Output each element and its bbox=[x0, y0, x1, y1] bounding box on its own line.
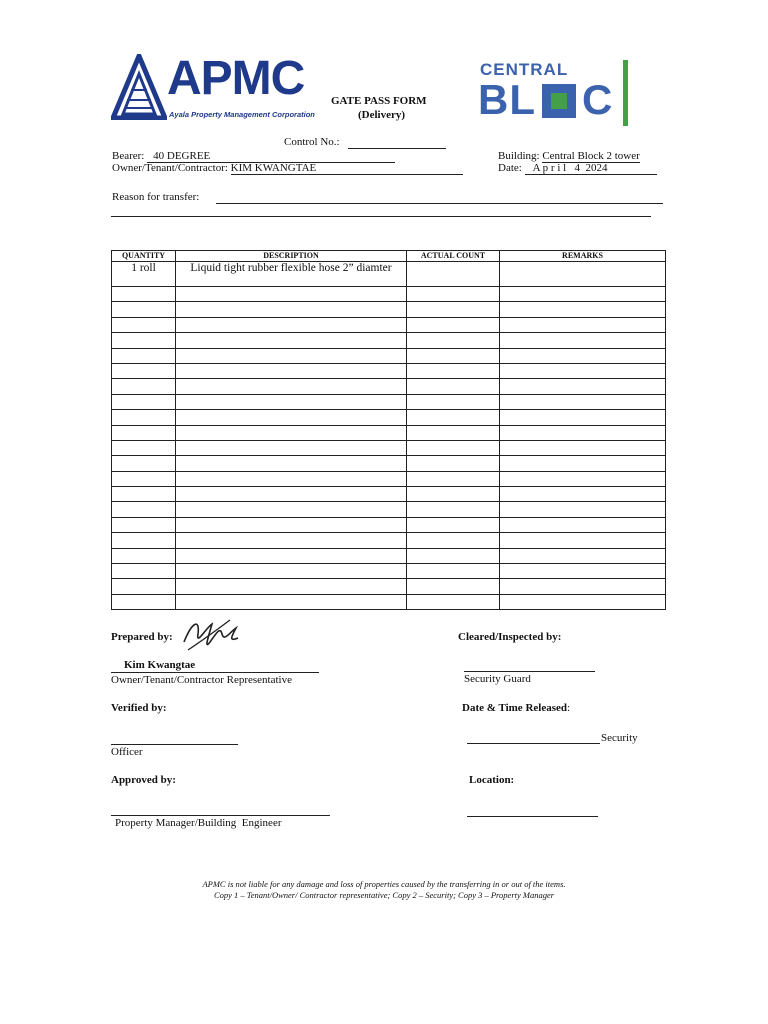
cell-remarks[interactable] bbox=[500, 262, 666, 287]
cell-actual-count[interactable] bbox=[407, 302, 500, 317]
cell-quantity[interactable] bbox=[112, 410, 176, 425]
apmc-triangle-icon bbox=[111, 54, 167, 120]
table-row bbox=[112, 363, 666, 378]
central-bloc-bar-icon bbox=[623, 60, 628, 126]
table-row bbox=[112, 533, 666, 548]
cell-description[interactable] bbox=[176, 317, 407, 332]
header-quantity: QUANTITY bbox=[112, 251, 176, 262]
cell-quantity[interactable] bbox=[112, 502, 176, 517]
table-row bbox=[112, 394, 666, 409]
table-row bbox=[112, 317, 666, 332]
cell-quantity[interactable] bbox=[112, 579, 176, 594]
datetime-signature-line[interactable] bbox=[467, 743, 600, 744]
apmc-logo bbox=[111, 52, 315, 122]
cell-description[interactable] bbox=[176, 533, 407, 548]
reason-field-line2[interactable] bbox=[111, 216, 651, 217]
table-row bbox=[112, 440, 666, 455]
signature-image bbox=[178, 612, 244, 656]
cell-description[interactable] bbox=[176, 302, 407, 317]
table-row bbox=[112, 594, 666, 609]
cell-actual-count[interactable] bbox=[407, 594, 500, 609]
prepared-name: Kim Kwangtae bbox=[124, 659, 196, 671]
cell-remarks[interactable] bbox=[500, 302, 666, 317]
central-bloc-bl: BL bbox=[478, 76, 536, 123]
cell-description[interactable] bbox=[176, 287, 407, 302]
table-row bbox=[112, 287, 666, 302]
cell-quantity[interactable] bbox=[112, 440, 176, 455]
cell-remarks[interactable] bbox=[500, 379, 666, 394]
owner-row bbox=[112, 162, 463, 175]
cell-description[interactable] bbox=[176, 363, 407, 378]
control-no-label: Control No.: bbox=[284, 136, 340, 148]
table-header-row bbox=[112, 251, 666, 262]
cell-description[interactable] bbox=[176, 348, 407, 363]
cell-description[interactable] bbox=[176, 410, 407, 425]
cell-quantity[interactable] bbox=[112, 471, 176, 486]
cell-remarks[interactable] bbox=[500, 394, 666, 409]
verified-signature-line[interactable] bbox=[111, 744, 238, 745]
cell-description[interactable] bbox=[176, 379, 407, 394]
central-bloc-square-icon bbox=[542, 84, 576, 118]
cell-quantity[interactable] bbox=[112, 425, 176, 440]
table-row bbox=[112, 517, 666, 532]
central-bloc-top: CENTRAL bbox=[480, 60, 569, 79]
cell-quantity[interactable] bbox=[112, 548, 176, 563]
prepared-role: Owner/Tenant/Contractor Representative bbox=[111, 674, 292, 686]
table-row bbox=[112, 548, 666, 563]
cell-actual-count[interactable] bbox=[407, 533, 500, 548]
cell-actual-count[interactable] bbox=[407, 379, 500, 394]
cell-description[interactable] bbox=[176, 425, 407, 440]
cell-quantity[interactable] bbox=[112, 333, 176, 348]
table-row bbox=[112, 262, 666, 287]
cell-actual-count[interactable] bbox=[407, 471, 500, 486]
cell-remarks[interactable] bbox=[500, 287, 666, 302]
cell-remarks[interactable] bbox=[500, 564, 666, 579]
cell-remarks[interactable] bbox=[500, 471, 666, 486]
approved-role: Property Manager/Building Engineer bbox=[115, 817, 282, 829]
table-row bbox=[112, 410, 666, 425]
form-title: GATE PASS FORM bbox=[331, 95, 427, 107]
table-row bbox=[112, 487, 666, 502]
bearer-label: Bearer: bbox=[112, 150, 145, 162]
cell-description[interactable] bbox=[176, 471, 407, 486]
cell-description[interactable] bbox=[176, 487, 407, 502]
cell-actual-count[interactable] bbox=[407, 502, 500, 517]
building-field[interactable]: Central Block 2 tower bbox=[542, 150, 640, 162]
cell-actual-count[interactable] bbox=[407, 363, 500, 378]
cleared-label: Cleared/Inspected by: bbox=[458, 631, 562, 643]
cell-description[interactable] bbox=[176, 502, 407, 517]
datetime-role: Security bbox=[601, 732, 638, 744]
central-bloc-logo bbox=[478, 60, 638, 130]
prepared-signature-line[interactable] bbox=[111, 672, 319, 673]
cell-remarks[interactable] bbox=[500, 363, 666, 378]
cleared-role: Security Guard bbox=[464, 673, 531, 685]
cell-actual-count[interactable] bbox=[407, 410, 500, 425]
header-description: DESCRIPTION bbox=[176, 251, 407, 262]
cell-remarks[interactable] bbox=[500, 502, 666, 517]
date-label: Date: bbox=[498, 162, 522, 174]
table-row bbox=[112, 348, 666, 363]
cell-actual-count[interactable] bbox=[407, 579, 500, 594]
cell-remarks[interactable] bbox=[500, 440, 666, 455]
cell-remarks[interactable] bbox=[500, 517, 666, 532]
cell-quantity[interactable]: 1 roll bbox=[112, 262, 176, 287]
cell-remarks[interactable] bbox=[500, 594, 666, 609]
cell-remarks[interactable] bbox=[500, 579, 666, 594]
cell-description[interactable] bbox=[176, 456, 407, 471]
table-row bbox=[112, 564, 666, 579]
cell-description[interactable] bbox=[176, 394, 407, 409]
date-row bbox=[498, 162, 657, 175]
cell-remarks[interactable] bbox=[500, 333, 666, 348]
cell-quantity[interactable] bbox=[112, 379, 176, 394]
table-row bbox=[112, 333, 666, 348]
cell-actual-count[interactable] bbox=[407, 440, 500, 455]
cell-actual-count[interactable] bbox=[407, 317, 500, 332]
cell-quantity[interactable] bbox=[112, 317, 176, 332]
cell-description[interactable] bbox=[176, 333, 407, 348]
reason-label: Reason for transfer: bbox=[112, 191, 200, 203]
cell-actual-count[interactable] bbox=[407, 394, 500, 409]
cell-remarks[interactable] bbox=[500, 456, 666, 471]
cell-quantity[interactable] bbox=[112, 287, 176, 302]
cell-quantity[interactable] bbox=[112, 394, 176, 409]
table-row bbox=[112, 579, 666, 594]
cell-description[interactable]: Liquid tight rubber flexible hose 2” diamter bbox=[176, 262, 407, 287]
cell-remarks[interactable] bbox=[500, 317, 666, 332]
verified-label: Verified by: bbox=[111, 702, 167, 714]
footer-copies: Copy 1 – Tenant/Owner/ Contractor representative; Copy 2 – Security; Copy 3 – Property Manager bbox=[213, 890, 555, 900]
cell-quantity[interactable] bbox=[112, 517, 176, 532]
cell-quantity[interactable] bbox=[112, 302, 176, 317]
datetime-label: Date & Time Released bbox=[462, 702, 567, 714]
cell-actual-count[interactable] bbox=[407, 287, 500, 302]
control-no-field[interactable] bbox=[348, 148, 446, 149]
prepared-label: Prepared by: bbox=[111, 631, 173, 643]
cell-quantity[interactable] bbox=[112, 487, 176, 502]
location-field[interactable] bbox=[467, 816, 598, 817]
cell-description[interactable] bbox=[176, 594, 407, 609]
cell-description[interactable] bbox=[176, 579, 407, 594]
owner-field[interactable]: KIM KWANGTAE bbox=[231, 163, 463, 175]
cell-remarks[interactable] bbox=[500, 348, 666, 363]
cell-actual-count[interactable] bbox=[407, 425, 500, 440]
header-remarks: REMARKS bbox=[500, 251, 666, 262]
cell-actual-count[interactable] bbox=[407, 333, 500, 348]
table-row bbox=[112, 456, 666, 471]
footer-disclaimer: APMC is not liable for any damage and loss of properties caused by the transferring in or out of the items. bbox=[202, 879, 566, 889]
cell-actual-count[interactable] bbox=[407, 517, 500, 532]
cell-actual-count[interactable] bbox=[407, 262, 500, 287]
table-row bbox=[112, 471, 666, 486]
datetime-colon: : bbox=[567, 702, 571, 714]
central-bloc-c: C bbox=[582, 76, 614, 123]
approved-signature-line[interactable] bbox=[111, 815, 330, 816]
cell-quantity[interactable] bbox=[112, 363, 176, 378]
datetime-label-row bbox=[462, 702, 570, 714]
table-row bbox=[112, 302, 666, 317]
table-row bbox=[112, 425, 666, 440]
cell-actual-count[interactable] bbox=[407, 548, 500, 563]
form-subtitle: (Delivery) bbox=[358, 109, 406, 121]
cell-actual-count[interactable] bbox=[407, 564, 500, 579]
cell-quantity[interactable] bbox=[112, 594, 176, 609]
date-field[interactable]: A p r i l 4 2024 bbox=[525, 163, 657, 175]
apmc-wordmark: APMC bbox=[167, 52, 305, 105]
verified-role: Officer bbox=[111, 746, 143, 758]
table-row bbox=[112, 379, 666, 394]
cell-quantity[interactable] bbox=[112, 348, 176, 363]
cell-description[interactable] bbox=[176, 440, 407, 455]
cell-description[interactable] bbox=[176, 548, 407, 563]
cell-remarks[interactable] bbox=[500, 410, 666, 425]
bearer-field[interactable]: 40 DEGREE bbox=[147, 151, 395, 163]
location-label: Location: bbox=[469, 774, 515, 786]
cell-remarks[interactable] bbox=[500, 425, 666, 440]
header-actual-count: ACTUAL COUNT bbox=[407, 251, 500, 262]
cell-quantity[interactable] bbox=[112, 564, 176, 579]
table-row bbox=[112, 502, 666, 517]
reason-field[interactable] bbox=[216, 203, 663, 204]
approved-label: Approved by: bbox=[111, 774, 176, 786]
building-label: Building: bbox=[498, 150, 540, 162]
cell-quantity[interactable] bbox=[112, 533, 176, 548]
cell-remarks[interactable] bbox=[500, 487, 666, 502]
apmc-subtitle: Ayala Property Management Corporation bbox=[169, 110, 315, 119]
cell-description[interactable] bbox=[176, 517, 407, 532]
cell-quantity[interactable] bbox=[112, 456, 176, 471]
cleared-signature-line[interactable] bbox=[464, 671, 595, 672]
owner-label: Owner/Tenant/Contractor: bbox=[112, 162, 228, 174]
cell-description[interactable] bbox=[176, 564, 407, 579]
cell-actual-count[interactable] bbox=[407, 456, 500, 471]
items-table bbox=[111, 250, 666, 610]
cell-remarks[interactable] bbox=[500, 533, 666, 548]
cell-actual-count[interactable] bbox=[407, 348, 500, 363]
cell-actual-count[interactable] bbox=[407, 487, 500, 502]
cell-remarks[interactable] bbox=[500, 548, 666, 563]
